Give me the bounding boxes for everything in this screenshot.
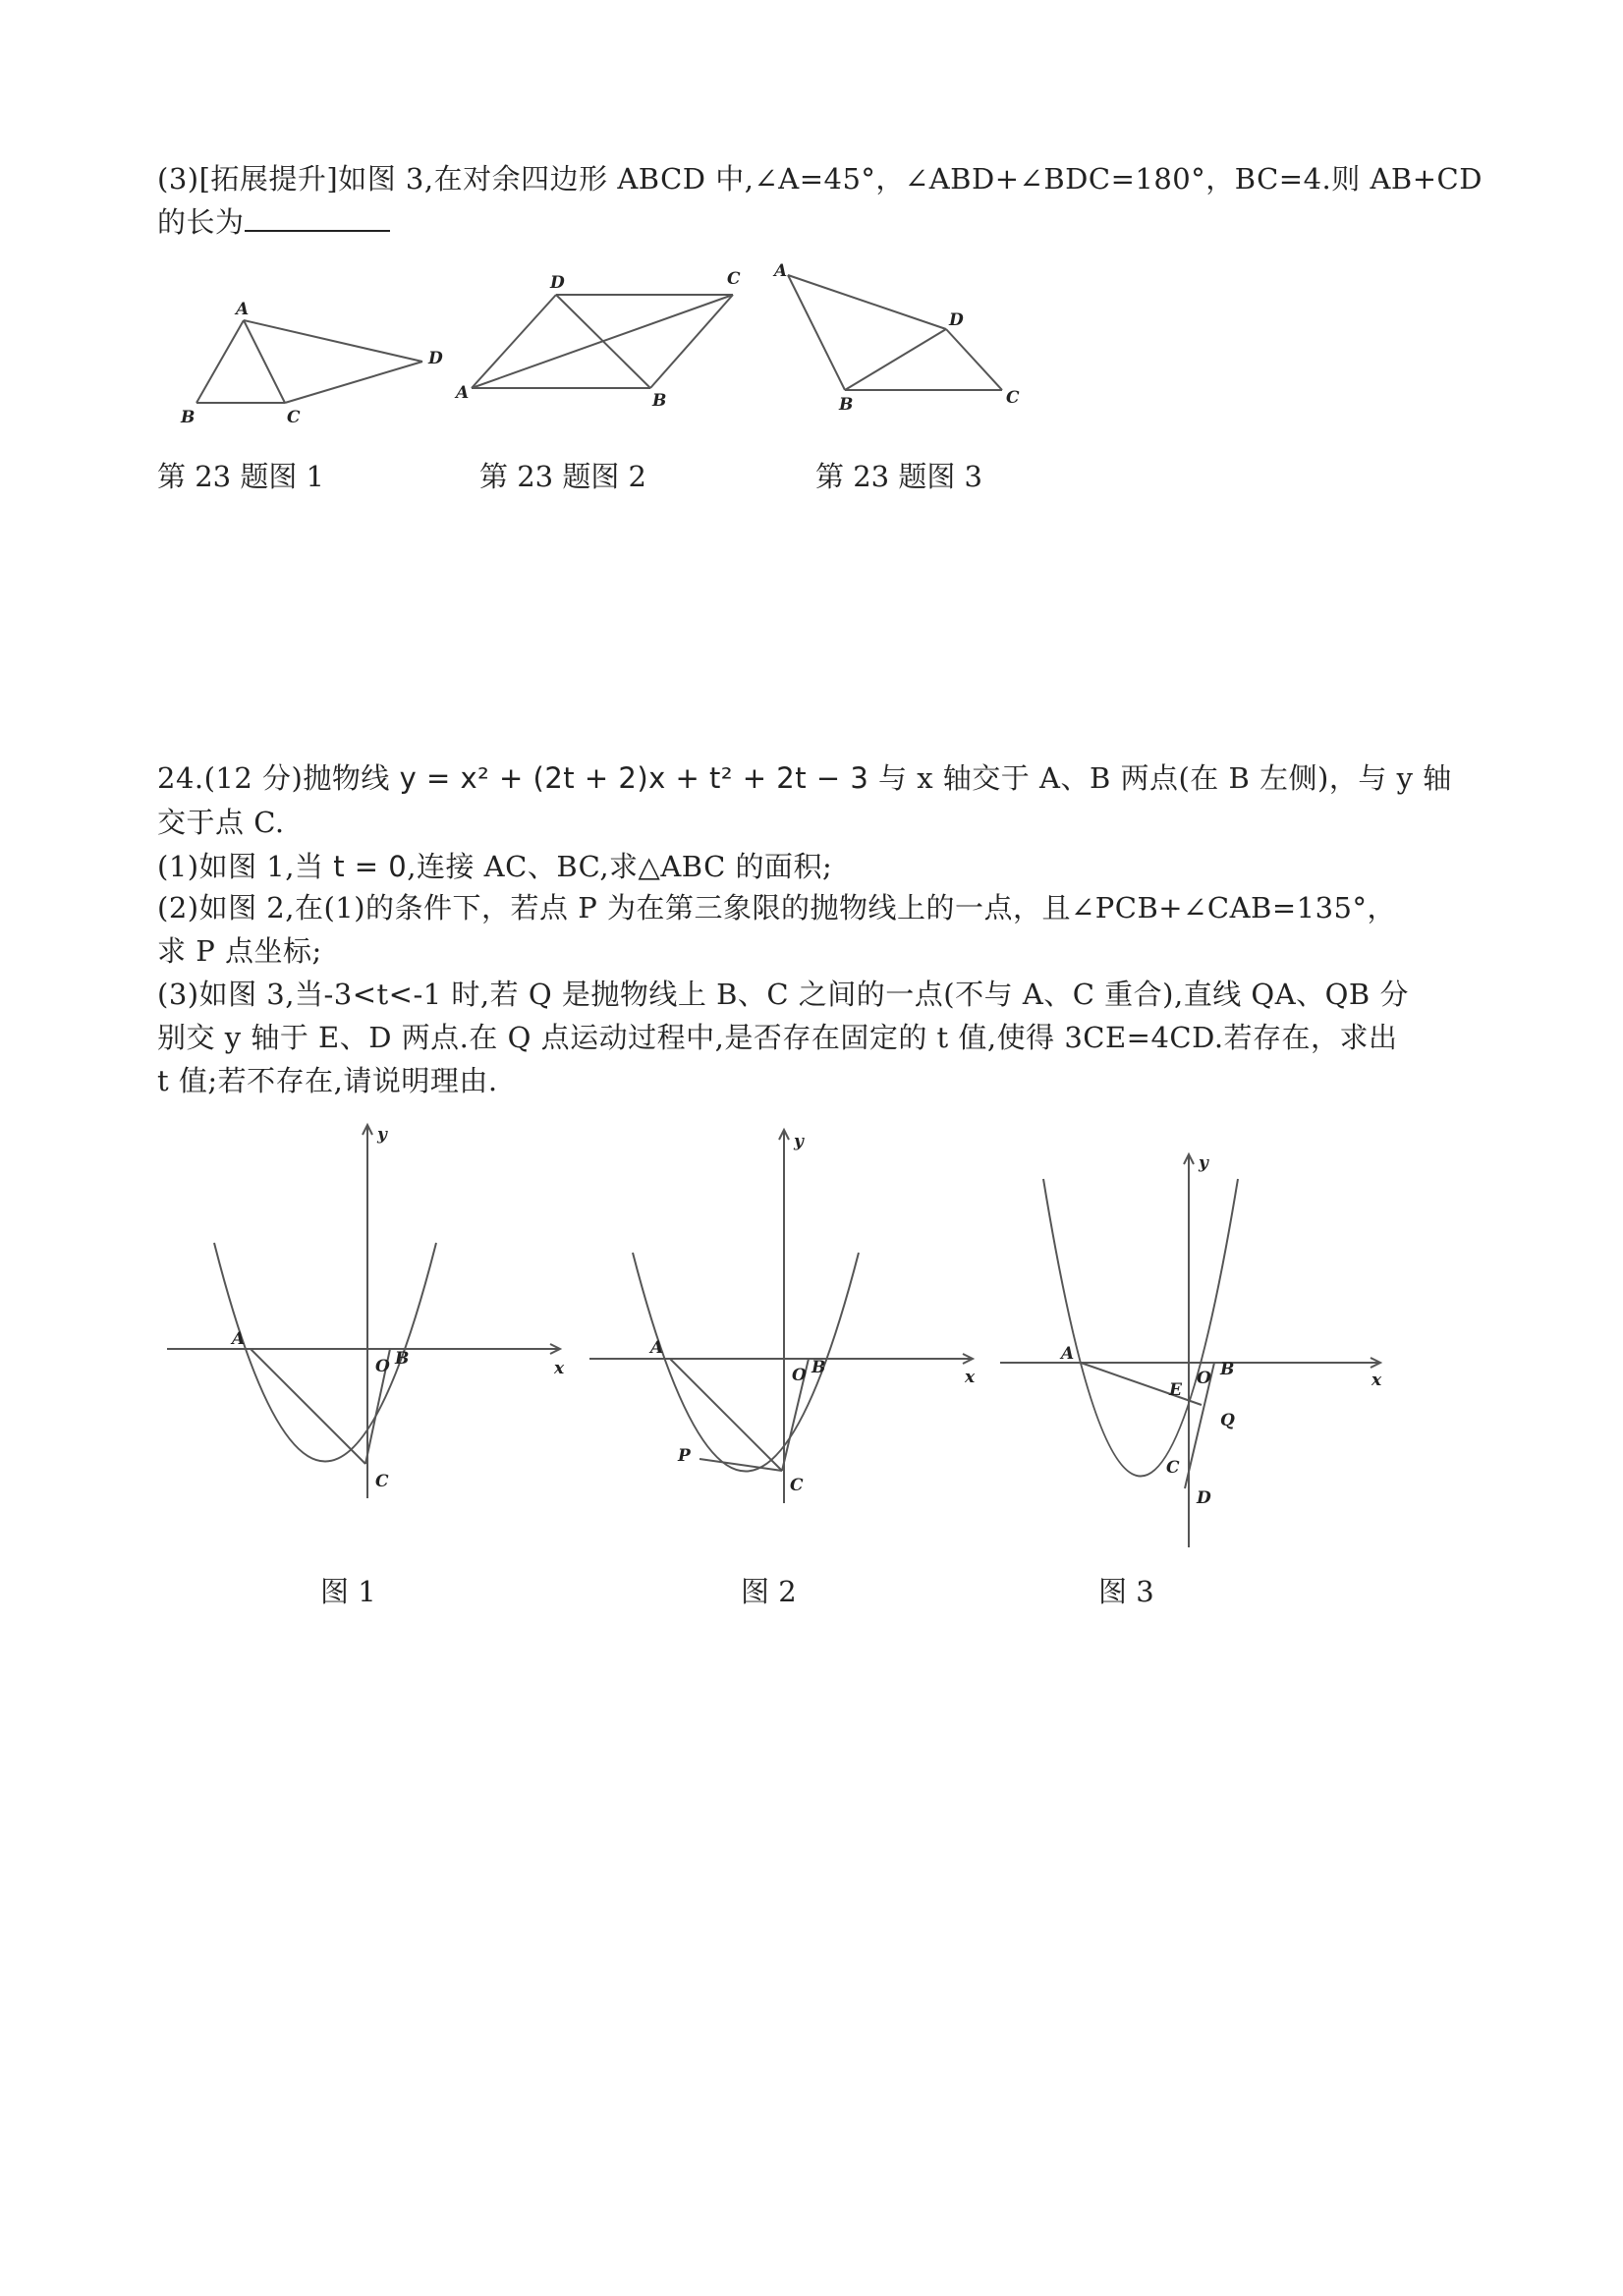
q24-part2-line2: 求 P 点坐标;	[157, 934, 322, 968]
q24-fig2-segments	[670, 1359, 809, 1471]
q23-fig1-label-b: B	[181, 408, 196, 427]
q23-fig1-label-d: D	[428, 349, 443, 368]
q24-line2: 交于点 C.	[157, 806, 285, 839]
q23-figure-2	[452, 270, 756, 418]
q23-fig2-label-d: D	[550, 273, 565, 293]
q24-fig1-label-o: O	[375, 1357, 390, 1376]
q23-fig3-label-a: A	[774, 261, 788, 281]
q23-fig3-label-b: B	[839, 395, 854, 415]
q24-fig3-axes	[1000, 1154, 1380, 1547]
q23-figure-1	[177, 295, 462, 442]
q24-fig2-label-o: O	[792, 1366, 807, 1385]
q24-part3-line1: (3)如图 3,当-3<t<-1 时,若 Q 是抛物线上 B、C 之间的一点(不与 A、C 重合),直线 QA、QB 分	[157, 978, 1409, 1011]
q24-figure-3	[992, 1145, 1405, 1557]
q24-part1	[157, 845, 832, 888]
q23-fig2-lines	[472, 295, 733, 388]
q24-caption-1: 图 1	[320, 1575, 376, 1608]
q24-fig3-label-b: B	[1220, 1360, 1235, 1379]
q23-fig2-label-a: A	[456, 383, 470, 403]
q24-part1-suffix: ,连接 AC、BC,求△ABC 的面积;	[407, 850, 833, 883]
q24-fig1-segments	[251, 1349, 390, 1464]
q24-fig3-label-d: D	[1197, 1488, 1211, 1508]
q24-fig2-label-c: C	[790, 1476, 804, 1495]
q24-fig3-label-x: x	[1371, 1371, 1382, 1390]
q23-part3-line2	[157, 200, 390, 244]
q23-part3-prompt: 的长为	[157, 205, 245, 239]
q24-part1-math: t = 0	[333, 850, 408, 883]
q24-fig2-label-y: y	[794, 1132, 804, 1151]
q24-equation: y = x² + (2t + 2)x + t² + 2t − 3	[399, 761, 869, 795]
q24-fig1-label-b: B	[395, 1349, 410, 1369]
q23-fig3-lines	[788, 275, 1002, 390]
q23-fig3-label-d: D	[949, 310, 964, 330]
q23-caption-3: 第 23 题图 3	[815, 460, 983, 493]
q23-part3-line1: (3)[拓展提升]如图 3,在对余四边形 ABCD 中,∠A=45°，∠ABD+∠BDC=180°，BC=4.则 AB+CD	[157, 162, 1483, 196]
q24-caption-3: 图 3	[1098, 1575, 1154, 1608]
q24-fig3-parabola	[1043, 1179, 1238, 1477]
q24-fig3-label-e: E	[1169, 1380, 1182, 1400]
q24-fig1-label-a: A	[232, 1329, 246, 1349]
q23-fig1-lines	[196, 320, 422, 403]
q24-fig3-label-c: C	[1166, 1458, 1180, 1478]
q24-part1-prefix: (1)如图 1,当	[157, 850, 324, 883]
q23-caption-1: 第 23 题图 1	[157, 460, 325, 493]
q24-fig3-label-a: A	[1061, 1344, 1075, 1364]
q24-fig1-label-c: C	[375, 1472, 389, 1491]
q24-heading: 24.(12 分)抛物线	[157, 761, 390, 795]
q23-figure-3	[766, 260, 1041, 418]
q23-fig2-label-c: C	[727, 269, 741, 289]
q23-fig1-label-a: A	[236, 300, 250, 319]
q24-fig1-axes	[167, 1125, 560, 1498]
q24-fig3-label-o: O	[1197, 1369, 1211, 1388]
q24-fig2-label-x: x	[965, 1368, 976, 1387]
q24-fig3-label-q: Q	[1220, 1411, 1235, 1430]
q23-fig2-label-b: B	[652, 391, 667, 411]
q24-figure-2	[580, 1125, 992, 1557]
q24-fig2-axes	[589, 1130, 973, 1503]
q24-part2-line1: (2)如图 2,在(1)的条件下，若点 P 为在第三象限的抛物线上的一点，且∠PCB+∠CAB=135°，	[157, 891, 1396, 924]
q24-caption-2: 图 2	[741, 1575, 797, 1608]
q24-line1-suffix: 与 x 轴交于 A、B 两点(在 B 左侧)，与 y 轴	[878, 761, 1452, 795]
q24-fig2-label-p: P	[678, 1446, 691, 1466]
q24-fig3-label-y: y	[1199, 1153, 1208, 1173]
q24-fig2-label-a: A	[650, 1338, 664, 1358]
q24-fig1-label-x: x	[554, 1359, 565, 1378]
q24-part3-line2: 别交 y 轴于 E、D 两点.在 Q 点运动过程中,是否存在固定的 t 值,使得 3CE=4CD.若存在，求出	[157, 1021, 1398, 1054]
q24-part3-line3: t 值;若不存在,请说明理由.	[157, 1064, 498, 1097]
q23-fig3-label-c: C	[1006, 388, 1020, 408]
q23-fig1-label-c: C	[287, 408, 301, 427]
q24-line1	[157, 756, 1452, 800]
q24-fig1-label-y: y	[377, 1125, 387, 1145]
answer-blank	[245, 200, 390, 232]
q23-caption-2: 第 23 题图 2	[479, 460, 647, 493]
q24-fig2-label-b: B	[812, 1358, 826, 1377]
q24-figure-1	[157, 1120, 589, 1552]
